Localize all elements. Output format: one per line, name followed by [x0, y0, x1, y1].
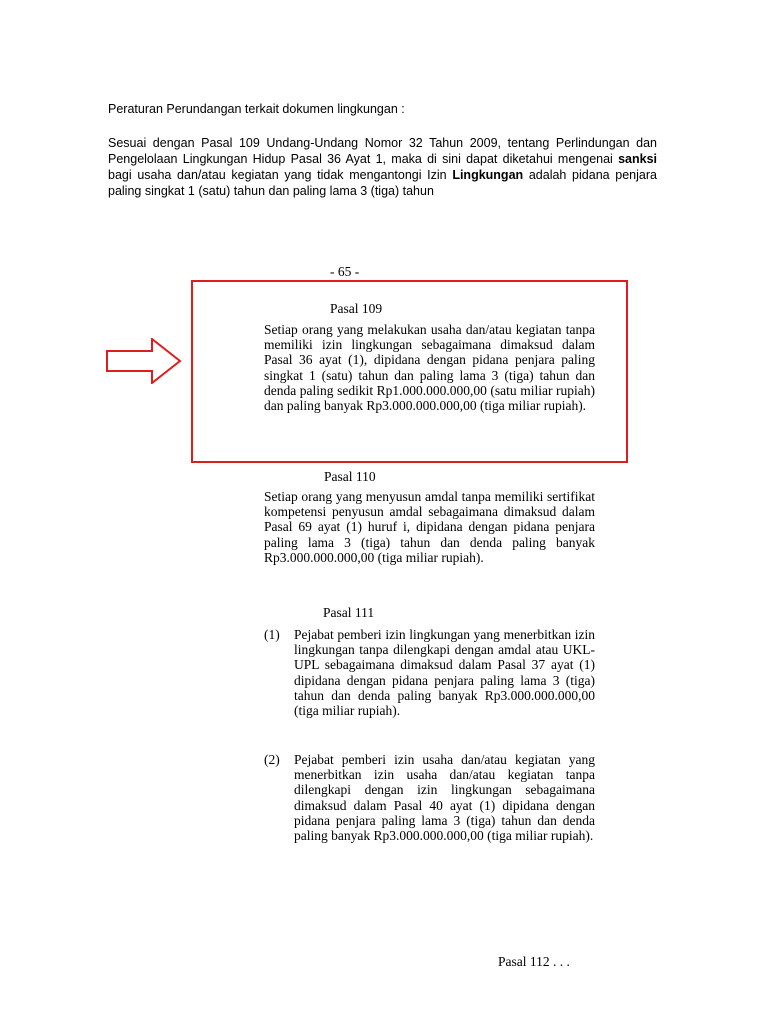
intro-text-1: Sesuai dengan Pasal 109 Undang-Undang Nomor 32 Tahun 2009, tentang Perlindungan dan Pengelolaan Lingkungan Hidup Pasal 36 Ayat 1, maka di sini dapat diketahui mengenai: [108, 136, 657, 166]
intro-text-3: adalah pidana penjara paling singkat 1 (satu) tahun dan paling lama 3 (tiga) tahun: [108, 168, 657, 198]
right-arrow-icon: [106, 338, 182, 384]
item-text: Pejabat pemberi izin lingkungan yang menerbitkan izin lingkungan tanpa dilengkapi dengan amdal atau UKL-UPL sebagaimana dimaksud dalam Pasal 37 ayat (1) dipidana dengan pidana penjara paling lama 3 (tiga) tahun dan denda paling banyak Rp3.000.000.000,00 (tiga miliar rupiah).: [294, 627, 595, 719]
pasal-109-body: Setiap orang yang melakukan usaha dan/atau kegiatan tanpa memiliki izin lingkungan sebagaimana dimaksud dalam Pasal 36 ayat (1), dipidana dengan pidana penjara paling singkat 1 (satu) tahun dan paling lama 3 (tiga) tahun dan denda paling sedikit Rp1.000.000.000,00 (satu miliar rupiah) dan paling banyak Rp3.000.000.000,00 (tiga miliar rupiah).: [264, 322, 595, 414]
pasal-109-title: Pasal 109: [330, 301, 383, 316]
intro-bold-lingkungan: Lingkungan: [452, 168, 524, 182]
pasal-110-title: Pasal 110: [324, 469, 376, 484]
pasal-111-title: Pasal 111: [323, 605, 375, 620]
intro-text-2: bagi usaha dan/atau kegiatan yang tidak mengantongi Izin: [108, 168, 453, 182]
item-number: (2): [264, 752, 280, 767]
intro-heading: Peraturan Perundangan terkait dokumen lingkungan :: [108, 102, 405, 116]
page-footer: Pasal 112 . . .: [498, 954, 570, 969]
intro-paragraph: [108, 135, 657, 199]
item-text: Pejabat pemberi izin usaha dan/atau kegiatan yang menerbitkan izin usaha dan/atau kegiatan tanpa dilengkapi dengan izin lingkungan sebagaimana dimaksud dalam Pasal 40 ayat (1) dipidana dengan pidana penjara paling lama 3 (tiga) tahun dan denda paling banyak Rp3.000.000.000,00 (tiga miliar rupiah).: [294, 752, 595, 844]
pasal-110-body: Setiap orang yang menyusun amdal tanpa memiliki sertifikat kompetensi penyusun amdal sebagaimana dimaksud dalam Pasal 69 ayat (1) huruf i, dipidana dengan pidana penjara paling lama 3 (tiga) tahun dan denda paling banyak Rp3.000.000.000,00 (tiga miliar rupiah).: [264, 489, 595, 565]
item-number: (1): [264, 627, 280, 642]
scan-page-number: - 65 -: [330, 264, 360, 279]
intro-bold-sanksi: sanksi: [618, 152, 657, 166]
